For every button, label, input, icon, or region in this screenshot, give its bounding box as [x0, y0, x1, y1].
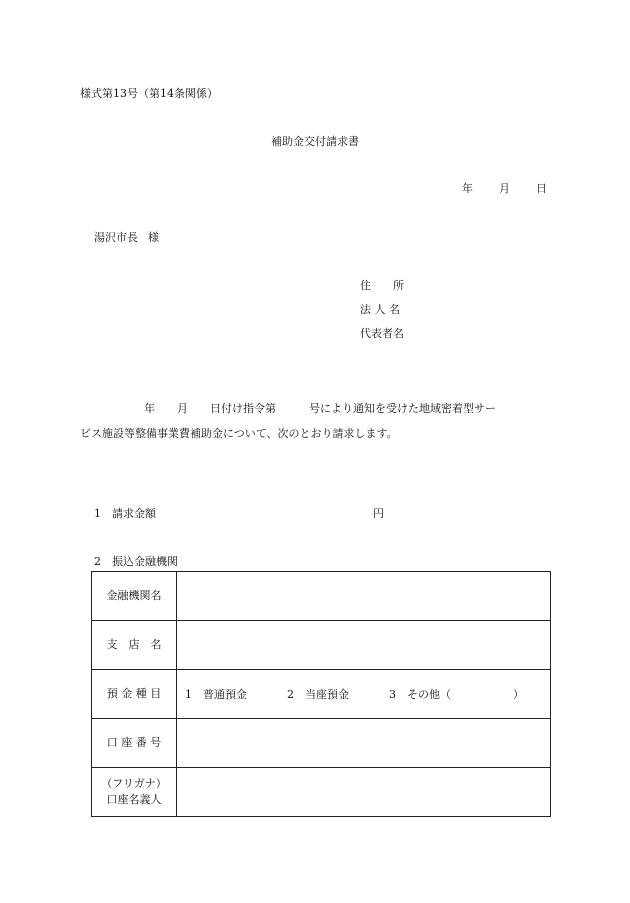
bank-name-label: 金融機関名: [92, 572, 177, 621]
bank-section-label: 2 振込金融機関: [94, 555, 178, 568]
form-number: 様式第13号（第14条関係）: [80, 87, 218, 100]
addressee-honorific: 様: [148, 231, 159, 244]
document-title: 補助金交付請求書: [271, 135, 359, 148]
date-line: [462, 180, 547, 196]
account-type-current[interactable]: 2 当座預金: [287, 688, 349, 701]
addressee-name: 湯沢市長: [94, 231, 138, 244]
account-holder-name-label: 口座名義人: [106, 793, 162, 806]
table-row: [92, 572, 551, 621]
account-type-label: 預 金 種 目: [92, 670, 177, 719]
bank-table: [91, 571, 551, 817]
representative-label: 代表者名: [360, 327, 404, 340]
address-label: 住 所: [360, 279, 404, 292]
bank-name-field[interactable]: [177, 572, 551, 621]
account-type-ordinary[interactable]: 1 普通預金: [185, 688, 247, 701]
addressee: [94, 229, 159, 245]
amount-label: 1 請求金額: [94, 507, 156, 520]
corporation-label: 法 人 名: [360, 303, 400, 316]
branch-name-label: 支 店 名: [92, 621, 177, 670]
table-row: [92, 670, 551, 719]
account-number-label: 口 座 番 号: [92, 719, 177, 768]
table-row: [92, 719, 551, 768]
account-type-field[interactable]: [177, 670, 551, 719]
amount-unit: 円: [373, 507, 384, 520]
table-row: [92, 768, 551, 817]
date-day: 日: [536, 182, 547, 195]
account-type-other[interactable]: 3 その他（: [389, 688, 451, 701]
account-holder-field[interactable]: [177, 768, 551, 817]
account-number-field[interactable]: [177, 719, 551, 768]
body-line-1: 年 月 日付け指令第 号により通知を受けた地域密着型サー: [144, 402, 496, 415]
date-year: 年: [462, 182, 473, 195]
table-row: [92, 621, 551, 670]
account-holder-furigana-label: （フリガナ）: [101, 777, 167, 790]
account-type-other-close: ）: [513, 688, 524, 701]
branch-name-field[interactable]: [177, 621, 551, 670]
account-holder-label: [92, 768, 177, 817]
date-month: 月: [499, 182, 510, 195]
applicant-block: [360, 277, 404, 349]
request-body: [80, 396, 555, 446]
body-line-2: ビス施設等整備事業費補助金について、次のとおり請求します。: [80, 427, 398, 440]
